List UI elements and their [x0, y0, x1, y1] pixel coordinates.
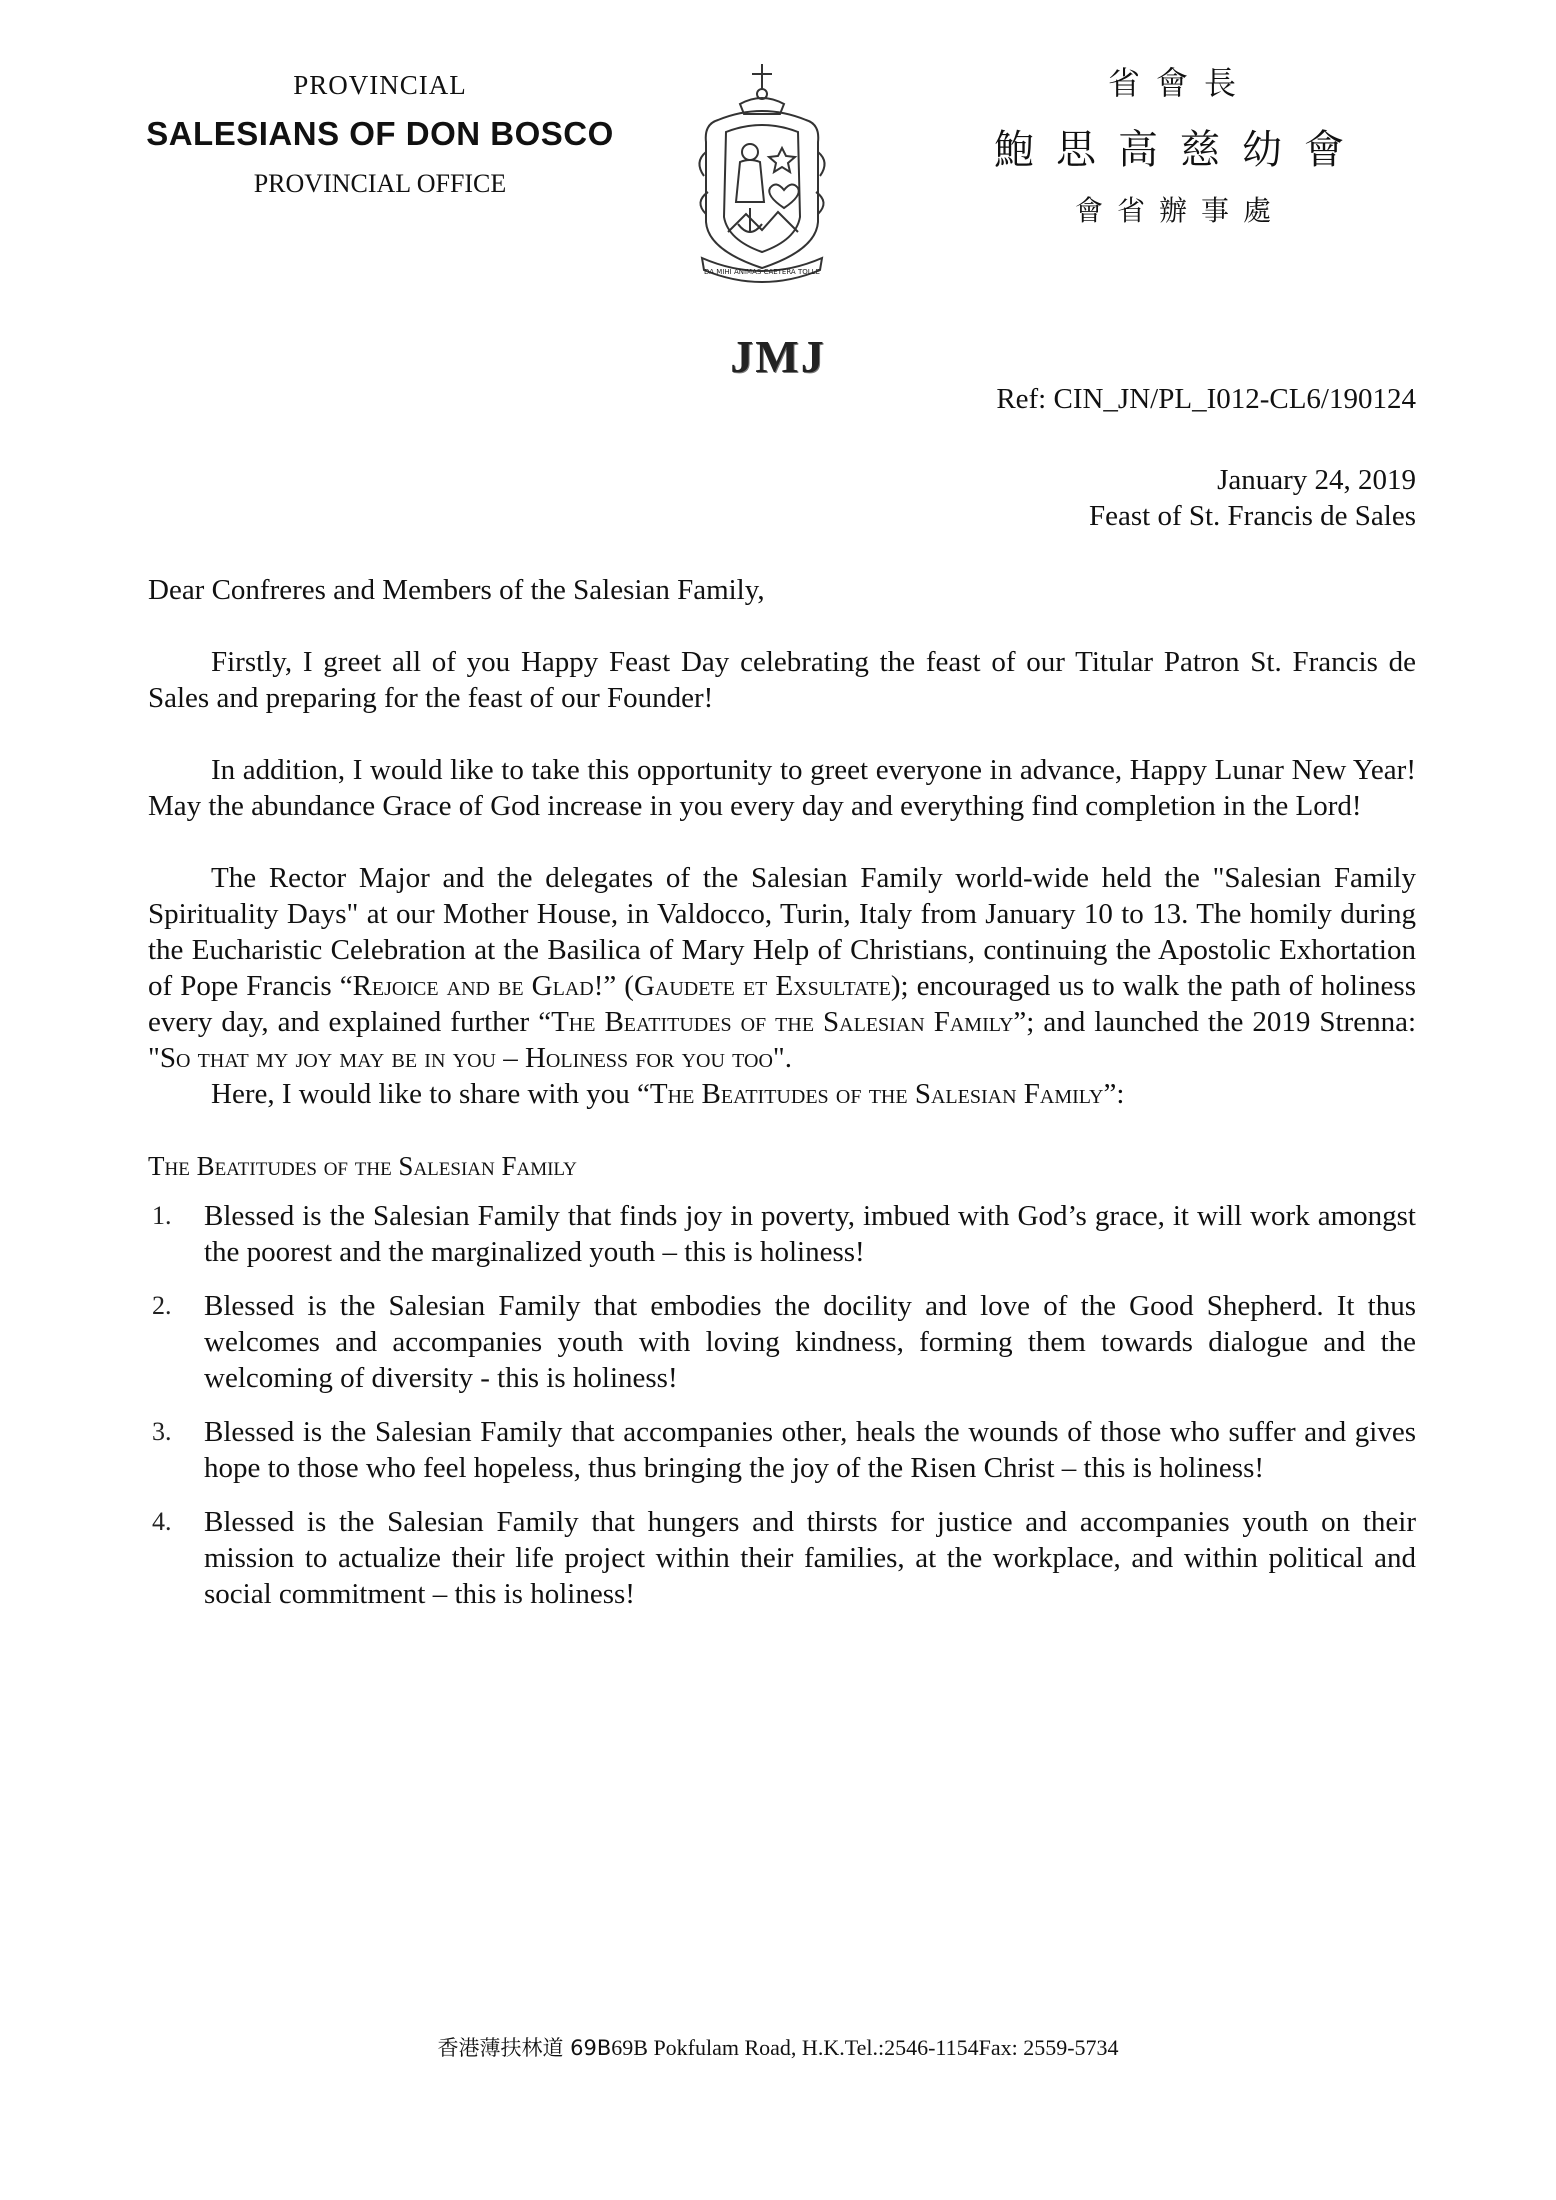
letterhead-organization: SALESIANS OF DON BOSCO [146, 115, 614, 152]
list-text: Blessed is the Salesian Family that accompanies other, heals the wounds of those who suffer and gives hope to those who feel hopeless, thus bringing the joy of the Risen Christ – this is holiness! [204, 1416, 1416, 1484]
strenna-title: So that my joy may be in you – Holiness for you too [159, 1042, 773, 1074]
list-number: 4. [152, 1507, 172, 1536]
paragraph-spirituality-days: The Rector Major and the delegates of the Salesian Family world-wide held the "Salesian Family Spirituality Days" at our Mother House, in Valdocco, Turin, Italy from January 10 to 13. The homily during the Eucharistic Celebration at the Basilica of Mary Help of Christians, continuing the Apostolic Exhortation of Pope Francis “Rejoice and be Glad!” (Gaudete et Exsultate); encouraged us to walk the path of holiness every day, and explained further “The Beatitudes of the Salesian Family”; and launched the 2019 Strenna: "So that my joy may be in you – Holiness for you too". [148, 862, 1417, 1074]
beatitudes-title-inline: The Beatitudes of the Salesian Family [551, 1006, 1014, 1038]
gaudete-title: Gaudete et Exsultate [633, 970, 891, 1002]
rejoice-title: Rejoice and be Glad! [352, 970, 604, 1002]
reference-number: Ref: CIN_JN/PL_I012-CL6/190124 [996, 383, 1416, 415]
letterhead-right-chinese [980, 58, 1380, 229]
letterhead-chinese-office: 會省辦事處 [1074, 194, 1285, 227]
list-text: Blessed is the Salesian Family that embodies the docility and love of the Good Shepherd. It thus welcomes and accompanies youth with loving kindness, forming them towards dialogue and the welcoming of diversity - this is holiness! [204, 1290, 1416, 1394]
list-item [148, 1288, 1416, 1396]
beatitudes-list [148, 1198, 1416, 1612]
list-text: Blessed is the Salesian Family that finds joy in poverty, imbued with God’s grace, it will work amongst the poorest and the marginalized youth – this is holiness! [204, 1200, 1416, 1268]
section-title-beatitudes: The Beatitudes of the Salesian Family [148, 1151, 577, 1181]
list-item [148, 1414, 1416, 1486]
paragraph-greeting: Firstly, I greet all of you Happy Feast Day celebrating the feast of our Titular Patron St. Francis de Sales and preparing for the feast of our Founder! [148, 646, 1416, 714]
list-number: 2. [152, 1291, 172, 1320]
paragraph-new-year: In addition, I would like to take this opportunity to greet everyone in advance, Happy Lunar New Year! May the abundance Grace of God increase in you every day and everything find completion in the Lord! [148, 754, 1416, 822]
letterhead-chinese-title: 省會長 [1107, 64, 1252, 102]
feast-line: Feast of St. Francis de Sales [1088, 500, 1416, 532]
list-number: 1. [152, 1201, 172, 1230]
salesian-crest-logo [688, 62, 836, 288]
paragraph-share: Here, I would like to share with you “The Beatitudes of the Salesian Family”: [211, 1078, 1125, 1110]
letterhead-left [120, 70, 640, 199]
list-item [148, 1504, 1416, 1612]
letterhead-chinese-organization: 鮑思高慈幼會 [994, 127, 1366, 173]
footer-address-english: 69B Pokfulam Road, H.K.Tel.:2546-1154Fax: 2559-5734 [611, 2035, 1119, 2060]
letter-body [148, 572, 1416, 1630]
beatitudes-title-inline-2: The Beatitudes of the Salesian Family [649, 1078, 1104, 1110]
svg-text:DA MIHI ANIMAS CAETERA TOLLE: DA MIHI ANIMAS CAETERA TOLLE [704, 268, 820, 276]
footer-address [0, 2032, 1556, 2062]
salutation: Dear Confreres and Members of the Salesian Family, [148, 574, 765, 606]
list-text: Blessed is the Salesian Family that hungers and thirsts for justice and accompanies youth on their mission to actualize their life project within their families, at the workplace, and within political and social commitment – this is holiness! [204, 1506, 1416, 1610]
footer-address-chinese: 香港薄扶林道 69B [437, 2036, 612, 2060]
list-number: 3. [152, 1417, 172, 1446]
jmj-heading: JMJ [730, 331, 826, 382]
letterhead-office: PROVINCIAL OFFICE [253, 169, 507, 198]
letter-date: January 24, 2019 [1217, 464, 1416, 496]
letterhead-provincial: PROVINCIAL [293, 70, 467, 100]
list-item [148, 1198, 1416, 1270]
